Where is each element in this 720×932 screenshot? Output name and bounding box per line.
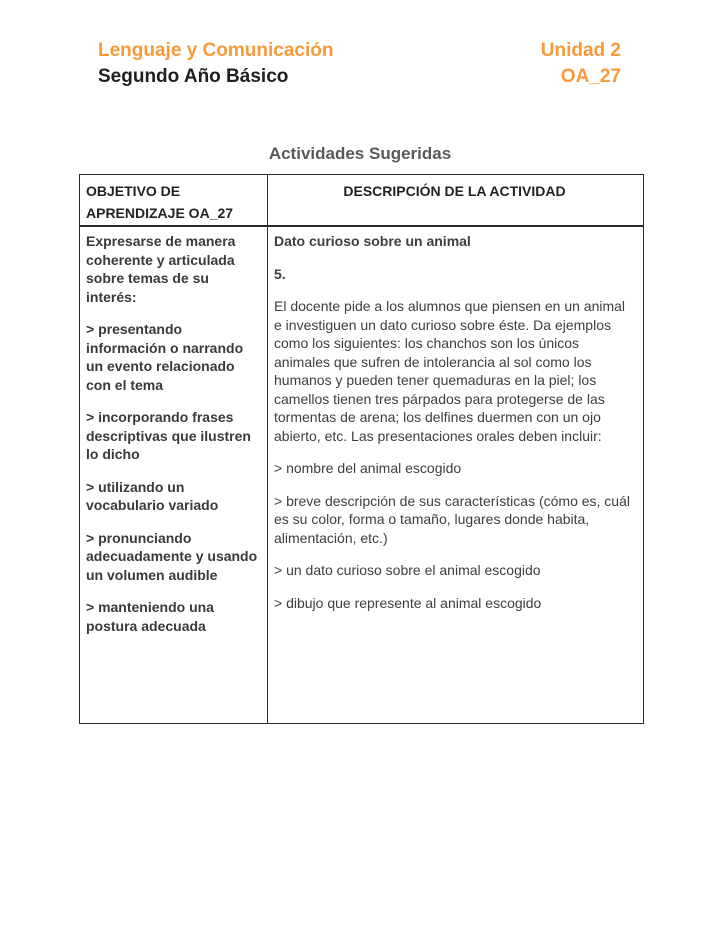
activity-cell — [268, 227, 643, 723]
objective-bullet: > utilizando un vocabulario variado — [86, 478, 219, 513]
section-title: Actividades Sugeridas — [268, 144, 452, 163]
objective-intro: Expresarse de manera coherente y articulada sobre temas de su interés: — [86, 233, 236, 305]
objective-bullet: > presentando información o narrando un evento relacionado con el tema — [86, 321, 244, 393]
document-header — [98, 38, 621, 90]
table-body-row — [80, 227, 643, 723]
objective-column-header: OBJETIVO DE APRENDIZAJE OA_27 — [80, 175, 268, 225]
objective-bullet: > manteniendo una postura adecuada — [86, 599, 214, 634]
activity-bullet: > dibujo que represente al animal escogido — [274, 594, 542, 611]
subject-title: Lenguaje y Comunicación — [98, 40, 334, 61]
objective-bullet-list — [86, 320, 259, 635]
objective-bullet: > pronunciando adecuadamente y usando un volumen audible — [86, 529, 258, 583]
activity-bullet-list — [274, 459, 635, 612]
grade-title: Segundo Año Básico — [98, 66, 289, 87]
activities-table — [79, 174, 644, 724]
objective-bullet: > incorporando frases descriptivas que ilustren lo dicho — [86, 409, 251, 462]
activity-paragraph: El docente pide a los alumnos que piensen en un animal e investiguen un dato curioso sobre éste. Da ejemplos como los siguientes: los chanchos son los únicos animales que sufren de intolerancia al sol como los humanos y pueden tener quemaduras en la piel; los camellos tienen tres párpados para protegerse de las tormentas de arena; los delfines duermen con un ojo abierto, etc. Las presentaciones orales deben incluir: — [274, 298, 626, 444]
table-header-row — [80, 175, 643, 227]
activity-bullet: > un dato curioso sobre el animal escogido — [274, 562, 541, 578]
header-row-1 — [98, 38, 621, 64]
unit-label: Unidad 2 — [540, 40, 621, 61]
description-column-header: DESCRIPCIÓN DE LA ACTIVIDAD — [343, 183, 566, 199]
oa-label: OA_27 — [560, 66, 621, 87]
header-row-2 — [98, 64, 621, 90]
activity-title: Dato curioso sobre un animal — [274, 233, 471, 249]
activity-bullet: > nombre del animal escogido — [274, 460, 462, 476]
activity-bullet: > breve descripción de sus características (cómo es, cuál es su color, forma o tamaño, lugares donde habita, alimentación, etc.) — [274, 492, 630, 546]
activity-number: 5. — [274, 265, 286, 282]
objective-cell — [80, 227, 268, 723]
